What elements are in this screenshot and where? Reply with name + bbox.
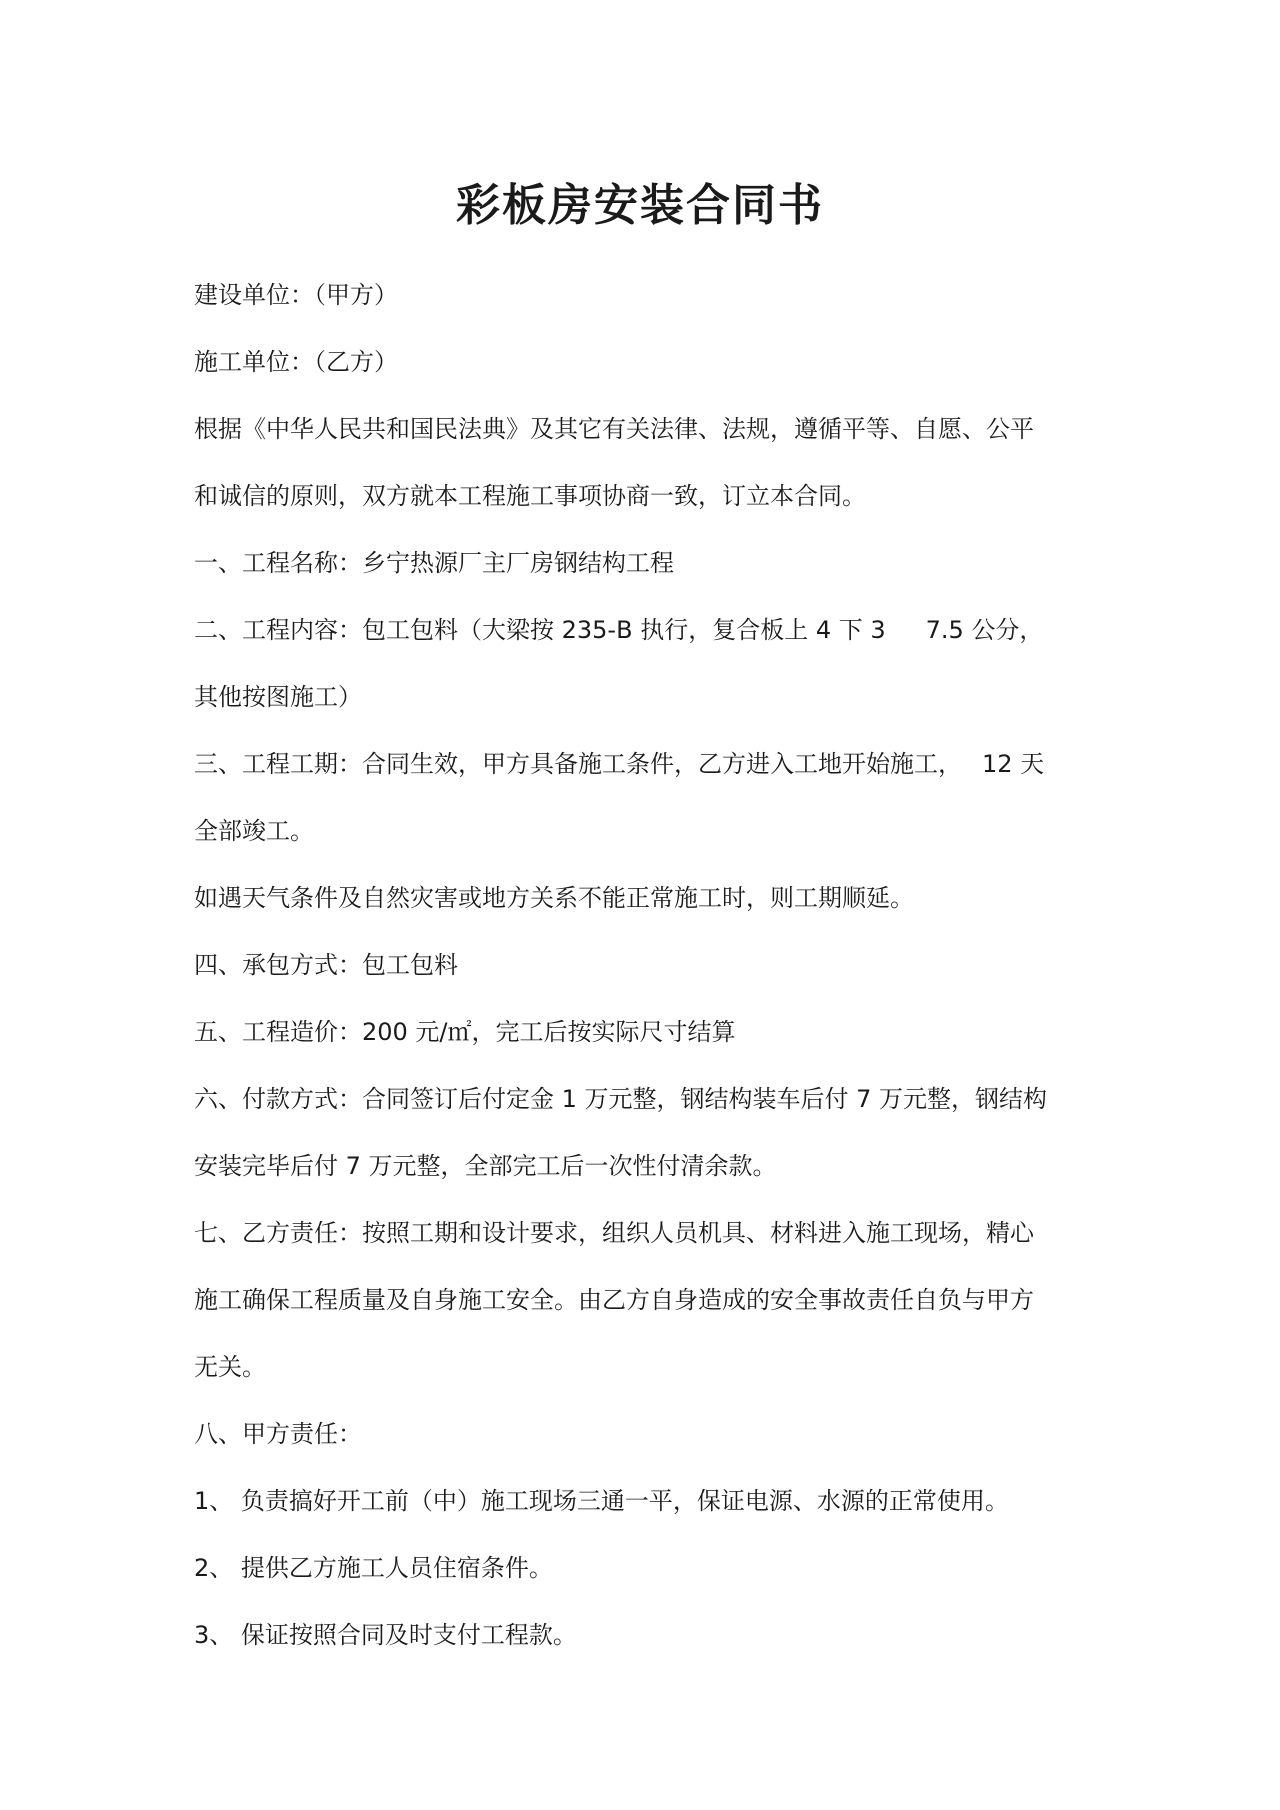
intro-line-1: 根据《中华人民共和国民法典》及其它有关法律、法规，遵循平等、自愿、公平 — [194, 415, 1034, 443]
payment-line-1: 六、付款方式：合同签订后付定金 1 万元整，钢结构装车后付 7 万元整，钢结构 — [194, 1085, 1048, 1113]
payment-line-2: 安装完毕后付 7 万元整，全部完工后一次性付清余款。 — [194, 1152, 777, 1180]
price-line: 五、工程造价：200 元/㎡，完工后按实际尺寸结算 — [194, 1018, 736, 1046]
schedule-days: 12 天 — [982, 750, 1045, 778]
intro-line-2: 和诚信的原则，双方就本工程施工事项协商一致，订立本合同。 — [194, 482, 866, 510]
party-b-line: 施工单位：（乙方） — [194, 348, 398, 376]
party-b-duty-line-3: 无关。 — [194, 1353, 266, 1381]
party-a-duty-2: 2、 提供乙方施工人员住宿条件。 — [194, 1554, 553, 1582]
document-title: 彩板房安装合同书 — [456, 180, 824, 231]
party-a-duty-3: 3、 保证按照合同及时支付工程款。 — [194, 1621, 577, 1649]
party-a-duty-heading: 八、甲方责任： — [194, 1420, 362, 1448]
project-content-text: 二、工程内容：包工包料（大梁按 235-B 执行，复合板上 4 下 3 — [194, 616, 886, 644]
contract-body — [194, 262, 1094, 1669]
party-b-duty-line-1: 七、乙方责任：按照工期和设计要求，组织人员机具、材料进入施工现场，精心 — [194, 1219, 1034, 1247]
party-b-duty-line-2: 施工确保工程质量及自身施工安全。由乙方自身造成的安全事故责任自负与甲方 — [194, 1286, 1034, 1314]
weather-clause: 如遇天气条件及自然灾害或地方关系不能正常施工时，则工期顺延。 — [194, 884, 914, 912]
schedule-line-2: 全部竣工。 — [194, 817, 314, 845]
contract-method-line: 四、承包方式：包工包料 — [194, 951, 458, 979]
party-a-line: 建设单位：（甲方） — [194, 281, 398, 309]
project-content-thickness: 7.5 公分， — [925, 616, 1044, 644]
schedule-line — [194, 731, 1094, 798]
project-content-line-2: 其他按图施工） — [194, 683, 362, 711]
schedule-text: 三、工程工期：合同生效，甲方具备施工条件，乙方进入工地开始施工， — [194, 750, 962, 778]
party-a-duty-1: 1、 负责搞好开工前（中）施工现场三通一平，保证电源、水源的正常使用。 — [194, 1487, 1009, 1515]
project-name-line: 一、工程名称：乡宁热源厂主厂房钢结构工程 — [194, 549, 674, 577]
project-content-line — [194, 597, 1094, 664]
